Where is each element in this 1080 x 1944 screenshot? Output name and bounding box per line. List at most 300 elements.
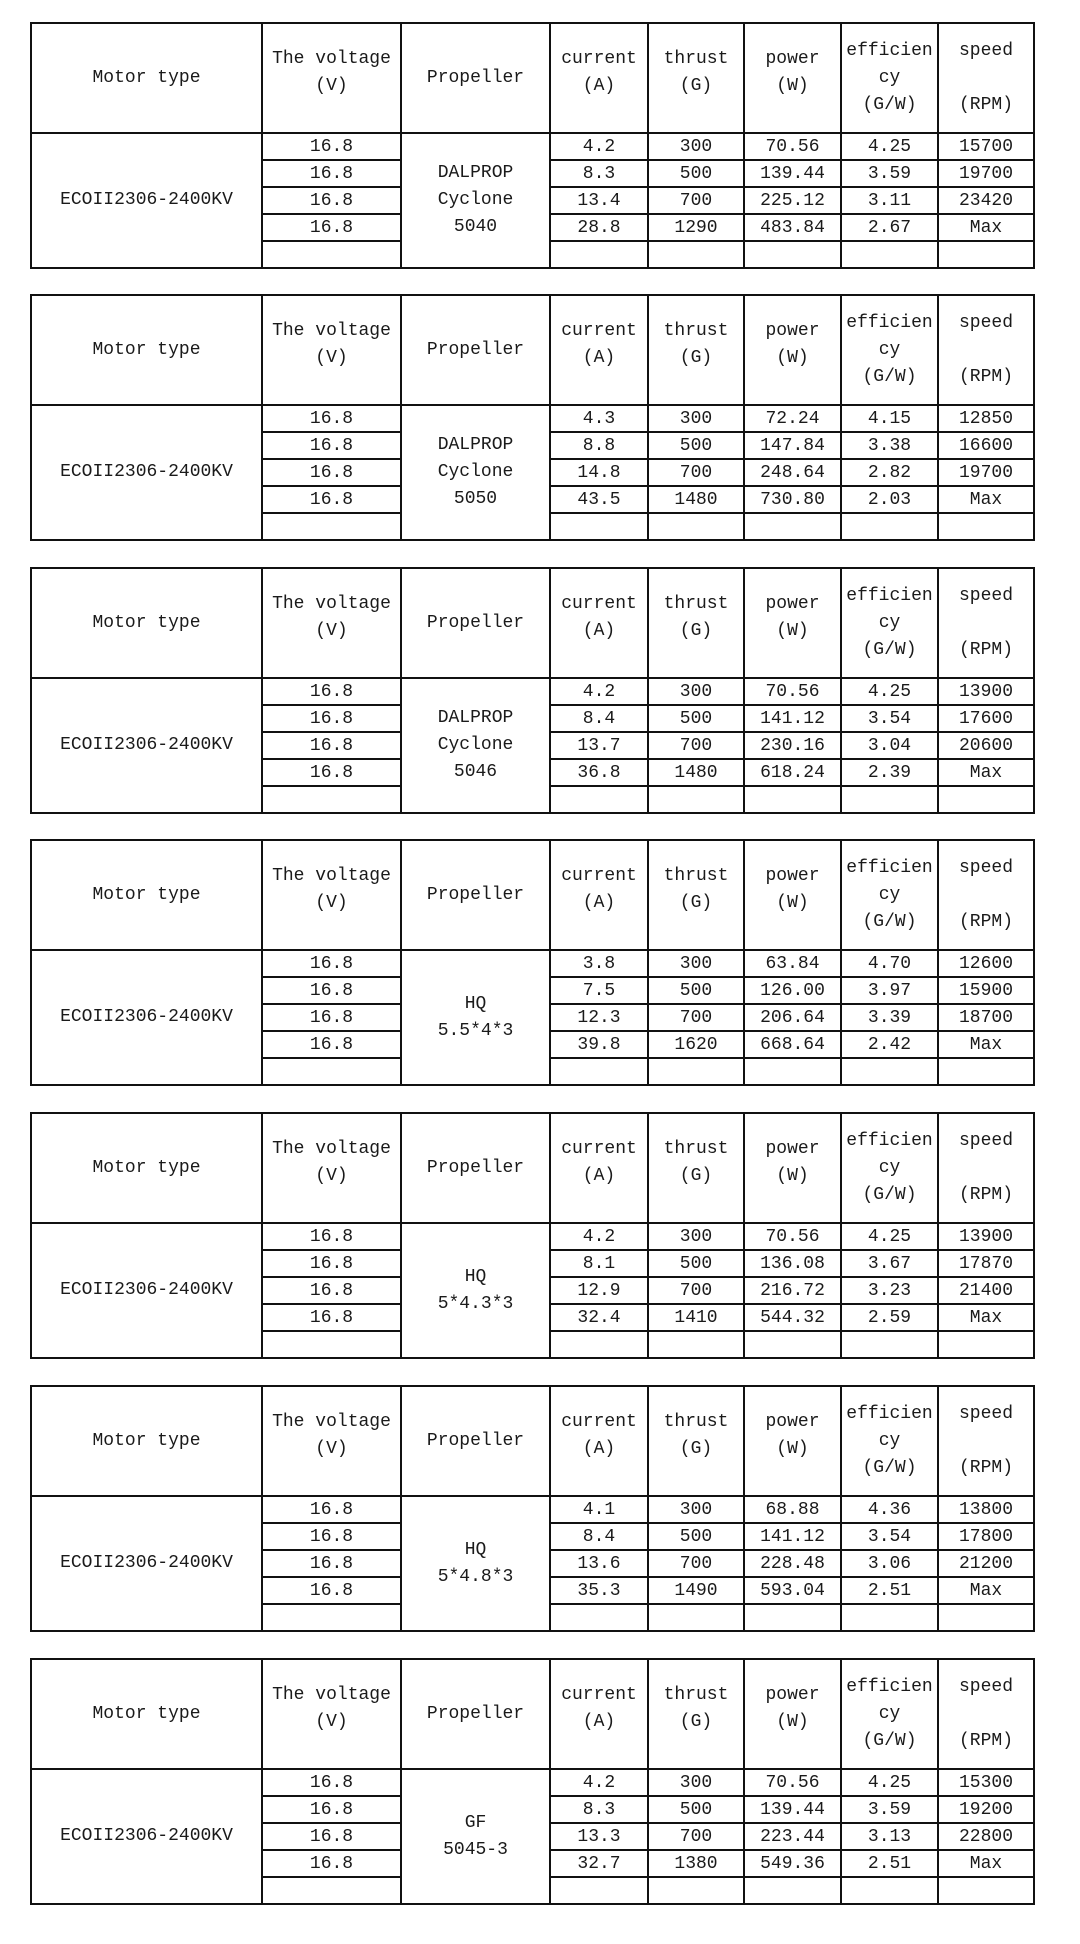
propeller-model	[401, 950, 550, 1085]
header-voltage-line: The voltage	[272, 866, 391, 886]
cell-efficiency: 3.54	[841, 705, 938, 732]
header-power	[744, 1659, 841, 1769]
cell-efficiency: 2.82	[841, 459, 938, 486]
cell-voltage	[262, 1331, 401, 1358]
header-speed-spacer	[939, 1155, 1033, 1182]
cell-speed: 12850	[938, 405, 1034, 432]
cell-efficiency: 4.15	[841, 405, 938, 432]
cell-efficiency	[841, 1331, 938, 1358]
cell-speed: 16600	[938, 432, 1034, 459]
cell-power: 223.44	[744, 1823, 841, 1850]
cell-thrust	[648, 1604, 744, 1631]
cell-voltage	[262, 241, 401, 268]
header-voltage-line: The voltage	[272, 1412, 391, 1432]
header-voltage	[262, 295, 401, 405]
header-power-line: power	[765, 866, 820, 886]
header-power-line: power	[765, 594, 820, 614]
cell-current: 39.8	[550, 1031, 648, 1058]
cell-power: 206.64	[744, 1004, 841, 1031]
cell-efficiency: 3.97	[841, 977, 938, 1004]
cell-voltage: 16.8	[262, 459, 401, 486]
header-speed-line: speed	[958, 40, 1013, 61]
cell-efficiency: 4.70	[841, 950, 938, 977]
header-power-line: (W)	[776, 76, 809, 96]
cell-power: 230.16	[744, 732, 841, 759]
propeller-model-line: DALPROP	[437, 435, 514, 455]
motor-spec-table	[30, 1658, 1035, 1905]
cell-efficiency	[841, 1058, 938, 1085]
header-speed	[938, 1113, 1034, 1223]
cell-voltage: 16.8	[262, 1796, 401, 1823]
header-current-line: current	[561, 1685, 637, 1705]
cell-efficiency: 3.11	[841, 187, 938, 214]
propeller-model-line: 5040	[453, 217, 498, 237]
cell-speed	[938, 241, 1034, 268]
propeller-model-line: 5046	[453, 762, 498, 782]
cell-power: 126.00	[744, 977, 841, 1004]
header-efficiency-line: (G/W)	[862, 1730, 917, 1751]
header-speed-line: speed	[958, 1403, 1013, 1424]
header-current-line: current	[561, 49, 637, 69]
cell-voltage: 16.8	[262, 732, 401, 759]
cell-thrust: 500	[648, 1796, 744, 1823]
cell-current: 8.1	[550, 1250, 648, 1277]
header-current-line: (A)	[582, 76, 616, 96]
propeller-model	[401, 133, 550, 268]
header-motor-type: Motor type	[31, 568, 262, 678]
cell-power: 141.12	[744, 705, 841, 732]
cell-speed: 13800	[938, 1496, 1034, 1523]
header-speed-line: (RPM)	[958, 1184, 1013, 1205]
cell-current: 3.8	[550, 950, 648, 977]
header-row	[31, 1659, 1034, 1769]
cell-current	[550, 513, 648, 540]
motor-spec-table	[30, 839, 1035, 1086]
header-current-line: current	[561, 1139, 637, 1159]
header-current	[550, 568, 648, 678]
header-efficiency-line: efficien	[846, 40, 933, 61]
cell-current: 4.2	[550, 1769, 648, 1796]
header-thrust	[648, 1659, 744, 1769]
cell-efficiency	[841, 1877, 938, 1904]
header-propeller: Propeller	[401, 1659, 550, 1769]
header-speed	[938, 295, 1034, 405]
motor-model: ECOII2306-2400KV	[31, 678, 262, 813]
cell-speed: 17870	[938, 1250, 1034, 1277]
propeller-model	[401, 678, 550, 813]
cell-voltage: 16.8	[262, 1250, 401, 1277]
cell-current: 35.3	[550, 1577, 648, 1604]
header-speed-spacer	[939, 337, 1033, 364]
cell-current: 8.4	[550, 705, 648, 732]
motor-spec-table	[30, 22, 1035, 269]
cell-speed: 20600	[938, 732, 1034, 759]
header-power-line: (W)	[776, 348, 809, 368]
header-voltage-line: The voltage	[272, 1685, 391, 1705]
cell-thrust	[648, 786, 744, 813]
cell-current: 12.9	[550, 1277, 648, 1304]
header-propeller: Propeller	[401, 840, 550, 950]
cell-voltage: 16.8	[262, 705, 401, 732]
cell-thrust: 700	[648, 187, 744, 214]
cell-current: 4.1	[550, 1496, 648, 1523]
header-power	[744, 23, 841, 133]
header-voltage-line: (V)	[315, 1166, 348, 1186]
header-efficiency	[841, 840, 938, 950]
cell-efficiency: 2.03	[841, 486, 938, 513]
header-current-line: (A)	[582, 348, 616, 368]
cell-thrust: 700	[648, 1004, 744, 1031]
cell-thrust	[648, 1877, 744, 1904]
cell-power: 216.72	[744, 1277, 841, 1304]
cell-power: 225.12	[744, 187, 841, 214]
header-efficiency-line: cy	[878, 884, 901, 905]
cell-efficiency	[841, 786, 938, 813]
cell-voltage: 16.8	[262, 1277, 401, 1304]
header-speed-line: speed	[958, 312, 1013, 333]
header-voltage	[262, 1113, 401, 1223]
header-thrust	[648, 840, 744, 950]
propeller-model-line: HQ	[464, 993, 487, 1014]
header-thrust-line: (G)	[679, 621, 713, 641]
cell-speed: 13900	[938, 678, 1034, 705]
cell-current: 28.8	[550, 214, 648, 241]
propeller-model	[401, 1223, 550, 1358]
header-current-line: (A)	[582, 1712, 616, 1732]
propeller-model-line: DALPROP	[437, 708, 514, 728]
header-efficiency-line: efficien	[846, 585, 933, 606]
header-speed-line: (RPM)	[958, 94, 1013, 115]
cell-thrust: 300	[648, 1223, 744, 1250]
cell-voltage: 16.8	[262, 759, 401, 786]
header-efficiency-line: efficien	[846, 312, 933, 333]
header-speed-spacer	[939, 65, 1033, 92]
cell-power	[744, 786, 841, 813]
motor-model: ECOII2306-2400KV	[31, 1769, 262, 1904]
header-voltage-line: (V)	[315, 348, 348, 368]
header-current-line: current	[561, 321, 637, 341]
header-efficiency	[841, 295, 938, 405]
table-row	[31, 133, 1034, 160]
header-voltage-line: (V)	[315, 893, 348, 913]
propeller-model	[401, 1496, 550, 1631]
header-current	[550, 1386, 648, 1496]
cell-current: 8.3	[550, 160, 648, 187]
cell-speed: 13900	[938, 1223, 1034, 1250]
cell-thrust: 300	[648, 1496, 744, 1523]
cell-thrust: 500	[648, 1523, 744, 1550]
header-voltage-line: (V)	[315, 1712, 348, 1732]
cell-voltage: 16.8	[262, 214, 401, 241]
cell-speed: Max	[938, 1577, 1034, 1604]
cell-thrust	[648, 1058, 744, 1085]
header-thrust-line: thrust	[663, 1412, 729, 1432]
cell-speed	[938, 786, 1034, 813]
header-speed-spacer	[939, 610, 1033, 637]
cell-speed	[938, 1877, 1034, 1904]
cell-current	[550, 786, 648, 813]
header-voltage-line: The voltage	[272, 321, 391, 341]
header-power-line: power	[765, 1685, 820, 1705]
cell-power: 668.64	[744, 1031, 841, 1058]
header-motor-type: Motor type	[31, 295, 262, 405]
propeller-model	[401, 405, 550, 540]
cell-current: 4.2	[550, 133, 648, 160]
header-speed-line: speed	[958, 857, 1013, 878]
header-thrust-line: (G)	[679, 76, 713, 96]
header-thrust-line: thrust	[663, 49, 729, 69]
cell-current: 7.5	[550, 977, 648, 1004]
cell-current	[550, 1058, 648, 1085]
cell-efficiency: 2.39	[841, 759, 938, 786]
cell-power: 139.44	[744, 1796, 841, 1823]
cell-power: 70.56	[744, 1223, 841, 1250]
header-power-line: power	[765, 1139, 820, 1159]
header-speed	[938, 23, 1034, 133]
cell-current: 13.7	[550, 732, 648, 759]
header-power	[744, 568, 841, 678]
cell-voltage: 16.8	[262, 133, 401, 160]
cell-current	[550, 1331, 648, 1358]
cell-voltage: 16.8	[262, 1550, 401, 1577]
cell-power	[744, 1058, 841, 1085]
header-current	[550, 1113, 648, 1223]
cell-power: 70.56	[744, 1769, 841, 1796]
cell-current	[550, 241, 648, 268]
cell-voltage: 16.8	[262, 1496, 401, 1523]
header-thrust-line: thrust	[663, 594, 729, 614]
header-current-line: (A)	[582, 893, 616, 913]
header-efficiency-line: (G/W)	[862, 366, 917, 387]
cell-current: 4.2	[550, 678, 648, 705]
header-speed	[938, 1386, 1034, 1496]
cell-current: 8.3	[550, 1796, 648, 1823]
cell-thrust: 700	[648, 1550, 744, 1577]
cell-speed: 21400	[938, 1277, 1034, 1304]
motor-spec-table	[30, 294, 1035, 541]
propeller-model-line: 5045-3	[443, 1839, 508, 1860]
cell-voltage: 16.8	[262, 977, 401, 1004]
cell-voltage: 16.8	[262, 1823, 401, 1850]
header-power-line: (W)	[776, 1439, 809, 1459]
header-voltage-line: The voltage	[272, 49, 391, 69]
header-power-line: power	[765, 1412, 820, 1432]
header-voltage	[262, 568, 401, 678]
cell-efficiency	[841, 241, 938, 268]
header-thrust-line: thrust	[663, 321, 729, 341]
cell-current: 14.8	[550, 459, 648, 486]
table-row	[31, 950, 1034, 977]
cell-speed	[938, 1604, 1034, 1631]
propeller-model-line: DALPROP	[437, 163, 514, 183]
header-current-line: (A)	[582, 621, 616, 641]
cell-speed: Max	[938, 759, 1034, 786]
cell-thrust: 500	[648, 977, 744, 1004]
cell-power	[744, 1331, 841, 1358]
header-efficiency-line: cy	[878, 612, 901, 633]
header-efficiency	[841, 568, 938, 678]
cell-current: 12.3	[550, 1004, 648, 1031]
propeller-model-line: 5050	[453, 489, 498, 509]
cell-power: 228.48	[744, 1550, 841, 1577]
header-thrust-line: (G)	[679, 1166, 713, 1186]
header-voltage	[262, 23, 401, 133]
cell-efficiency: 3.59	[841, 1796, 938, 1823]
header-row	[31, 568, 1034, 678]
cell-power: 730.80	[744, 486, 841, 513]
header-row	[31, 1386, 1034, 1496]
cell-power: 248.64	[744, 459, 841, 486]
header-power-line: power	[765, 321, 820, 341]
header-efficiency-line: efficien	[846, 857, 933, 878]
header-speed	[938, 1659, 1034, 1769]
cell-speed: 15300	[938, 1769, 1034, 1796]
cell-efficiency: 3.39	[841, 1004, 938, 1031]
cell-efficiency: 4.25	[841, 678, 938, 705]
cell-voltage: 16.8	[262, 950, 401, 977]
cell-thrust: 700	[648, 459, 744, 486]
motor-spec-table	[30, 1385, 1035, 1632]
cell-speed: 19700	[938, 459, 1034, 486]
header-voltage	[262, 1386, 401, 1496]
header-thrust-line: (G)	[679, 1712, 713, 1732]
cell-efficiency: 2.42	[841, 1031, 938, 1058]
cell-efficiency: 3.59	[841, 160, 938, 187]
cell-thrust: 1410	[648, 1304, 744, 1331]
cell-speed: Max	[938, 1850, 1034, 1877]
cell-thrust: 500	[648, 432, 744, 459]
cell-current: 36.8	[550, 759, 648, 786]
cell-thrust: 700	[648, 732, 744, 759]
cell-voltage: 16.8	[262, 486, 401, 513]
header-current	[550, 1659, 648, 1769]
header-current-line: (A)	[582, 1166, 616, 1186]
header-efficiency-line: cy	[878, 1703, 901, 1724]
header-motor-type: Motor type	[31, 1386, 262, 1496]
header-current	[550, 295, 648, 405]
header-propeller: Propeller	[401, 1113, 550, 1223]
cell-speed: 17800	[938, 1523, 1034, 1550]
header-propeller: Propeller	[401, 295, 550, 405]
cell-power: 147.84	[744, 432, 841, 459]
cell-power	[744, 241, 841, 268]
cell-efficiency	[841, 513, 938, 540]
cell-speed: Max	[938, 1304, 1034, 1331]
cell-current: 43.5	[550, 486, 648, 513]
header-power-line: (W)	[776, 1712, 809, 1732]
cell-voltage: 16.8	[262, 1523, 401, 1550]
cell-current: 32.7	[550, 1850, 648, 1877]
header-thrust-line: (G)	[679, 893, 713, 913]
cell-efficiency: 4.25	[841, 133, 938, 160]
cell-power: 70.56	[744, 133, 841, 160]
header-efficiency-line: (G/W)	[862, 911, 917, 932]
header-voltage-line: (V)	[315, 1439, 348, 1459]
header-speed-line: (RPM)	[958, 911, 1013, 932]
header-row	[31, 295, 1034, 405]
cell-power	[744, 1877, 841, 1904]
header-motor-type: Motor type	[31, 1659, 262, 1769]
cell-current: 32.4	[550, 1304, 648, 1331]
cell-power: 141.12	[744, 1523, 841, 1550]
header-speed-spacer	[939, 1701, 1033, 1728]
cell-speed	[938, 1058, 1034, 1085]
header-thrust	[648, 295, 744, 405]
header-speed-line: speed	[958, 585, 1013, 606]
cell-efficiency: 3.06	[841, 1550, 938, 1577]
header-efficiency-line: cy	[878, 1430, 901, 1451]
header-power	[744, 1113, 841, 1223]
header-efficiency-line: cy	[878, 339, 901, 360]
header-speed-spacer	[939, 1428, 1033, 1455]
header-current-line: (A)	[582, 1439, 616, 1459]
cell-speed: Max	[938, 486, 1034, 513]
header-efficiency-line: cy	[878, 67, 901, 88]
cell-efficiency: 2.51	[841, 1577, 938, 1604]
header-efficiency-line: (G/W)	[862, 1184, 917, 1205]
cell-efficiency: 3.38	[841, 432, 938, 459]
cell-speed: 18700	[938, 1004, 1034, 1031]
header-power	[744, 840, 841, 950]
header-power	[744, 1386, 841, 1496]
cell-current: 8.4	[550, 1523, 648, 1550]
cell-power: 593.04	[744, 1577, 841, 1604]
header-speed-line: (RPM)	[958, 366, 1013, 387]
cell-voltage: 16.8	[262, 1304, 401, 1331]
cell-efficiency: 2.51	[841, 1850, 938, 1877]
cell-voltage: 16.8	[262, 1223, 401, 1250]
header-current-line: current	[561, 1412, 637, 1432]
propeller-model-line: HQ	[464, 1266, 487, 1287]
header-voltage-line: The voltage	[272, 1139, 391, 1159]
cell-thrust: 300	[648, 678, 744, 705]
cell-efficiency: 3.67	[841, 1250, 938, 1277]
propeller-model	[401, 1769, 550, 1904]
header-power-line: (W)	[776, 893, 809, 913]
header-propeller: Propeller	[401, 1386, 550, 1496]
header-thrust-line: thrust	[663, 1139, 729, 1159]
propeller-model-line: 5*4.8*3	[437, 1566, 514, 1587]
cell-efficiency: 3.23	[841, 1277, 938, 1304]
header-thrust-line: (G)	[679, 1439, 713, 1459]
cell-thrust: 1380	[648, 1850, 744, 1877]
cell-power: 139.44	[744, 160, 841, 187]
table-row	[31, 1223, 1034, 1250]
header-speed	[938, 568, 1034, 678]
cell-thrust: 1480	[648, 486, 744, 513]
cell-power: 544.32	[744, 1304, 841, 1331]
motor-model: ECOII2306-2400KV	[31, 1496, 262, 1631]
cell-thrust: 1480	[648, 759, 744, 786]
cell-current: 13.4	[550, 187, 648, 214]
cell-voltage: 16.8	[262, 187, 401, 214]
header-thrust	[648, 1386, 744, 1496]
propeller-model-line: Cyclone	[437, 462, 514, 482]
propeller-model-line: 5.5*4*3	[437, 1020, 514, 1041]
table-row	[31, 678, 1034, 705]
cell-voltage: 16.8	[262, 1031, 401, 1058]
cell-thrust: 500	[648, 1250, 744, 1277]
header-power	[744, 295, 841, 405]
header-speed-line: (RPM)	[958, 639, 1013, 660]
cell-speed: 23420	[938, 187, 1034, 214]
cell-thrust: 1290	[648, 214, 744, 241]
header-thrust	[648, 23, 744, 133]
cell-thrust	[648, 513, 744, 540]
cell-current: 4.2	[550, 1223, 648, 1250]
header-power-line: (W)	[776, 1166, 809, 1186]
cell-speed: 15900	[938, 977, 1034, 1004]
